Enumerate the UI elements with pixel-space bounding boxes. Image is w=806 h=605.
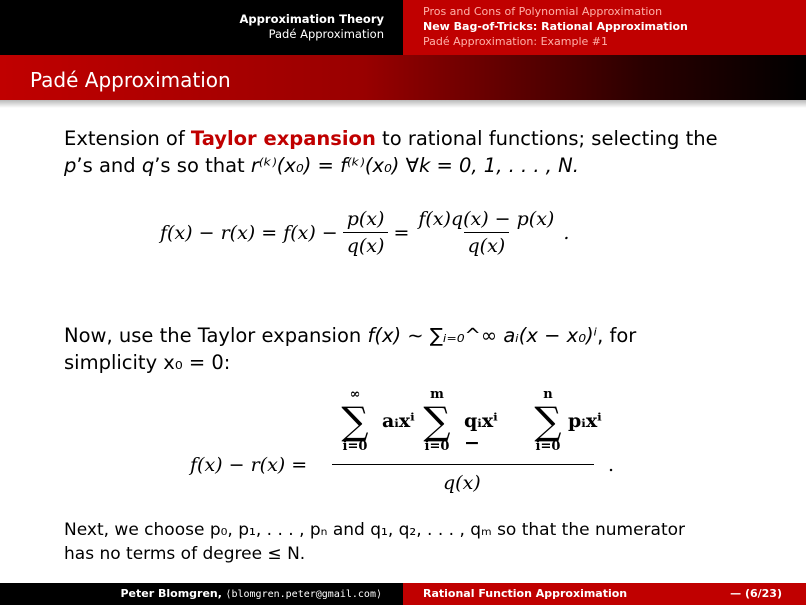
author-name: Peter Blomgren,: [120, 587, 222, 600]
eq1-frac1-denominator: q(x): [343, 232, 389, 257]
subsection-navigation: [403, 0, 806, 55]
talk-title: Rational Function Approximation: [423, 587, 628, 600]
frame-title: Padé Approximation: [30, 68, 231, 92]
sum2-lower-limit: i=0: [424, 439, 450, 454]
taylor-expansion-highlight: Taylor expansion: [190, 127, 376, 150]
p1-text-start: Extension of: [64, 127, 191, 150]
term-q: qᵢxⁱ −: [464, 410, 498, 454]
top-navigation-bar: [0, 0, 806, 55]
author-email: ⟨blomgren.peter@gmail.com⟩: [225, 589, 382, 600]
taylor-series-math: f(x) ∼ ∑ᵢ₌₀^∞ aᵢ(x − x₀)ⁱ: [367, 324, 598, 347]
sum3-upper-limit: n: [543, 387, 553, 402]
section-navigation: [0, 0, 403, 55]
sum1-lower-limit: i=0: [342, 439, 368, 454]
q-symbol: q: [141, 154, 155, 177]
footer-author: [0, 583, 403, 605]
term-a: aᵢxⁱ: [382, 410, 415, 432]
p2-text-end: , for: [597, 324, 637, 347]
p1-line2-text-2: ’s so that: [154, 154, 251, 177]
eq2-lhs: f(x) − r(x) =: [190, 454, 308, 476]
frame-title-bar: [0, 55, 806, 100]
sum-2: [412, 388, 462, 454]
p1-line2-text-1: ’s and: [76, 154, 142, 177]
sum-1: [330, 388, 380, 454]
sigma-icon: ∑: [534, 399, 562, 443]
section-subtitle[interactable]: Padé Approximation: [268, 27, 384, 41]
equation-1: [160, 208, 569, 257]
sum3-lower-limit: i=0: [535, 439, 561, 454]
eq1-fraction-1: [343, 208, 389, 257]
eq1-fraction-2: [414, 208, 558, 257]
derivative-condition: r⁽ᵏ⁾(x₀) = f⁽ᵏ⁾(x₀) ∀k = 0, 1, . . . , N.: [250, 154, 579, 177]
footer-bar: [0, 583, 806, 605]
footer-title-page: [403, 583, 806, 605]
section-title[interactable]: Approximation Theory: [239, 12, 384, 26]
eq1-frac1-numerator: p(x): [346, 208, 385, 230]
sigma-icon: ∑: [341, 399, 369, 443]
sum-3: [523, 388, 573, 454]
paragraph-2-line-1: [64, 322, 754, 349]
p3-line-1: Next, we choose p₀, p₁, . . . , pₙ and q₁, q₂, . . . , qₘ so that the numerator: [64, 520, 685, 540]
paragraph-1-line-1: [64, 125, 754, 152]
page-number: — (6/23): [730, 587, 782, 600]
sum1-upper-limit: ∞: [349, 387, 361, 402]
p1-text-end: to rational functions; selecting the: [375, 127, 718, 150]
eq2-fraction-bar: [332, 464, 594, 465]
nav-item-pros-cons[interactable]: Pros and Cons of Polynomial Approximation: [423, 5, 663, 18]
eq2-denominator: q(x): [443, 472, 481, 494]
nav-item-rational-approximation[interactable]: New Bag-of-Tricks: Rational Approximation: [423, 20, 688, 33]
title-shadow: [0, 100, 806, 108]
term-p: pᵢxⁱ: [568, 410, 602, 432]
eq1-frac2-denominator: q(x): [464, 232, 510, 257]
sum2-upper-limit: m: [430, 387, 444, 402]
eq1-equals: =: [393, 221, 410, 244]
paragraph-1-line-2: [64, 152, 754, 179]
p3-line-2: has no terms of degree ≤ N.: [64, 544, 306, 564]
eq1-lhs: f(x) − r(x) = f(x) −: [160, 221, 338, 244]
p2-text: Now, use the Taylor expansion: [64, 324, 368, 347]
paragraph-3: [64, 518, 764, 566]
eq2-period: .: [608, 454, 615, 476]
nav-item-pade-example[interactable]: Padé Approximation: Example #1: [423, 35, 609, 48]
p-symbol: p: [64, 154, 77, 177]
paragraph-2-line-2: simplicity x₀ = 0:: [64, 351, 231, 374]
sigma-icon: ∑: [423, 399, 451, 443]
eq1-period: .: [563, 221, 570, 244]
eq1-frac2-numerator: f(x)q(x) − p(x): [418, 208, 555, 230]
